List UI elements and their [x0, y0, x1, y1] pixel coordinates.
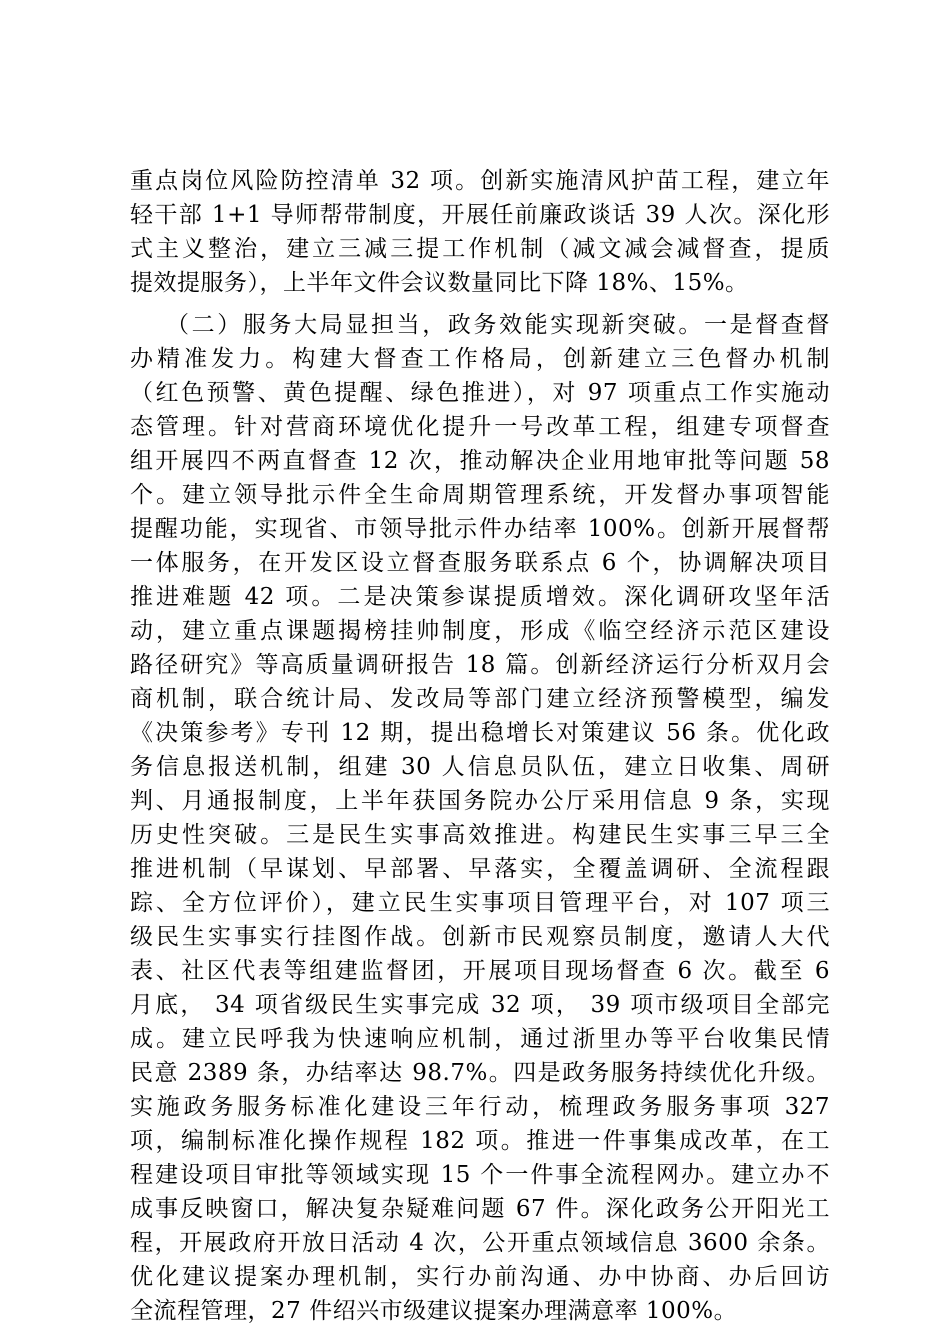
paragraph-line: 项，编制标准化操作规程 182 项。推进一件事集成改革，在工 [130, 1128, 830, 1154]
paragraph-line: 历史性突破。三是民生实事高效推进。构建民生实事三早三全 [130, 822, 830, 848]
paragraph-line: 路径研究》等高质量调研报告 18 篇。创新经济运行分析双月会 [130, 652, 830, 678]
paragraph-line: 成事反映窗口，解决复杂疑难问题 67 件。深化政务公开阳光工 [130, 1196, 830, 1222]
paragraph-line: 《决策参考》专刊 12 期，提出稳增长对策建议 56 条。优化政 [130, 720, 830, 746]
paragraph-line: 轻干部 1+1 导师帮带制度，开展任前廉政谈话 39 人次。深化形 [130, 202, 830, 228]
paragraph-line: （红色预警、黄色提醒、绿色推进），对 97 项重点工作实施动 [130, 380, 830, 406]
paragraph-line: 优化建议提案办理机制，实行办前沟通、办中协商、办后回访 [130, 1264, 830, 1290]
paragraph-line: 程建设项目审批等领域实现 15 个一件事全流程网办。建立办不 [130, 1162, 830, 1188]
paragraph-line: 务信息报送机制，组建 30 人信息员队伍，建立日收集、周研 [130, 754, 830, 780]
paragraph-line: 一体服务，在开发区设立督查服务联系点 6 个，协调解决项目 [130, 550, 830, 576]
paragraph-line: 重点岗位风险防控清单 32 项。创新实施清风护苗工程，建立年 [130, 168, 830, 194]
paragraph-line: 组开展四不两直督查 12 次，推动解决企业用地审批等问题 58 [130, 448, 830, 474]
paragraph-line: 动，建立重点课题揭榜挂帅制度，形成《临空经济示范区建设 [130, 618, 830, 644]
paragraph-line: 办精准发力。构建大督查工作格局，创新建立三色督办机制 [130, 346, 830, 372]
paragraph-line: 提醒功能，实现省、市领导批示件办结率 100%。创新开展督帮 [130, 516, 830, 542]
paragraph-line: 提效提服务），上半年文件会议数量同比下降 18%、15%。 [130, 270, 749, 296]
paragraph-line: 判、月通报制度，上半年获国务院办公厅采用信息 9 条，实现 [130, 788, 830, 814]
paragraph-line: 表、社区代表等组建监督团，开展项目现场督查 6 次。截至 6 [130, 958, 830, 984]
paragraph-line: 个。建立领导批示件全生命周期管理系统，开发督办事项智能 [130, 482, 830, 508]
paragraph-line: 全流程管理，27 件绍兴市级建议提案办理满意率 100%。 [130, 1298, 738, 1324]
paragraph-line: （二）服务大局显担当，政务效能实现新突破。一是督查督 [166, 312, 830, 338]
paragraph-line: 成。建立民呼我为快速响应机制，通过浙里办等平台收集民情 [130, 1026, 830, 1052]
paragraph-line: 商机制，联合统计局、发改局等部门建立经济预警模型，编发 [130, 686, 830, 712]
paragraph-line: 实施政务服务标准化建设三年行动，梳理政务服务事项 327 [130, 1094, 830, 1120]
paragraph-line: 级民生实事实行挂图作战。创新市民观察员制度，邀请人大代 [130, 924, 830, 950]
paragraph-line: 式主义整治，建立三减三提工作机制（减文减会减督查，提质 [130, 236, 830, 262]
paragraph-line: 推进难题 42 项。二是决策参谋提质增效。深化调研攻坚年活 [130, 584, 830, 610]
paragraph-line: 月底， 34 项省级民生实事完成 32 项， 39 项市级项目全部完 [130, 992, 830, 1018]
paragraph-line: 程，开展政府开放日活动 4 次，公开重点领域信息 3600 余条。 [130, 1230, 830, 1256]
paragraph-line: 民意 2389 条，办结率达 98.7%。四是政务服务持续优化升级。 [130, 1060, 830, 1086]
paragraph-line: 踪、全方位评价），建立民生实事项目管理平台，对 107 项三 [130, 890, 830, 916]
paragraph-line: 态管理。针对营商环境优化提升一号改革工程，组建专项督查 [130, 414, 830, 440]
paragraph-line: 推进机制（早谋划、早部署、早落实，全覆盖调研、全流程跟 [130, 856, 830, 882]
paragraph-2 [130, 308, 830, 1328]
paragraph-1 [130, 164, 830, 300]
